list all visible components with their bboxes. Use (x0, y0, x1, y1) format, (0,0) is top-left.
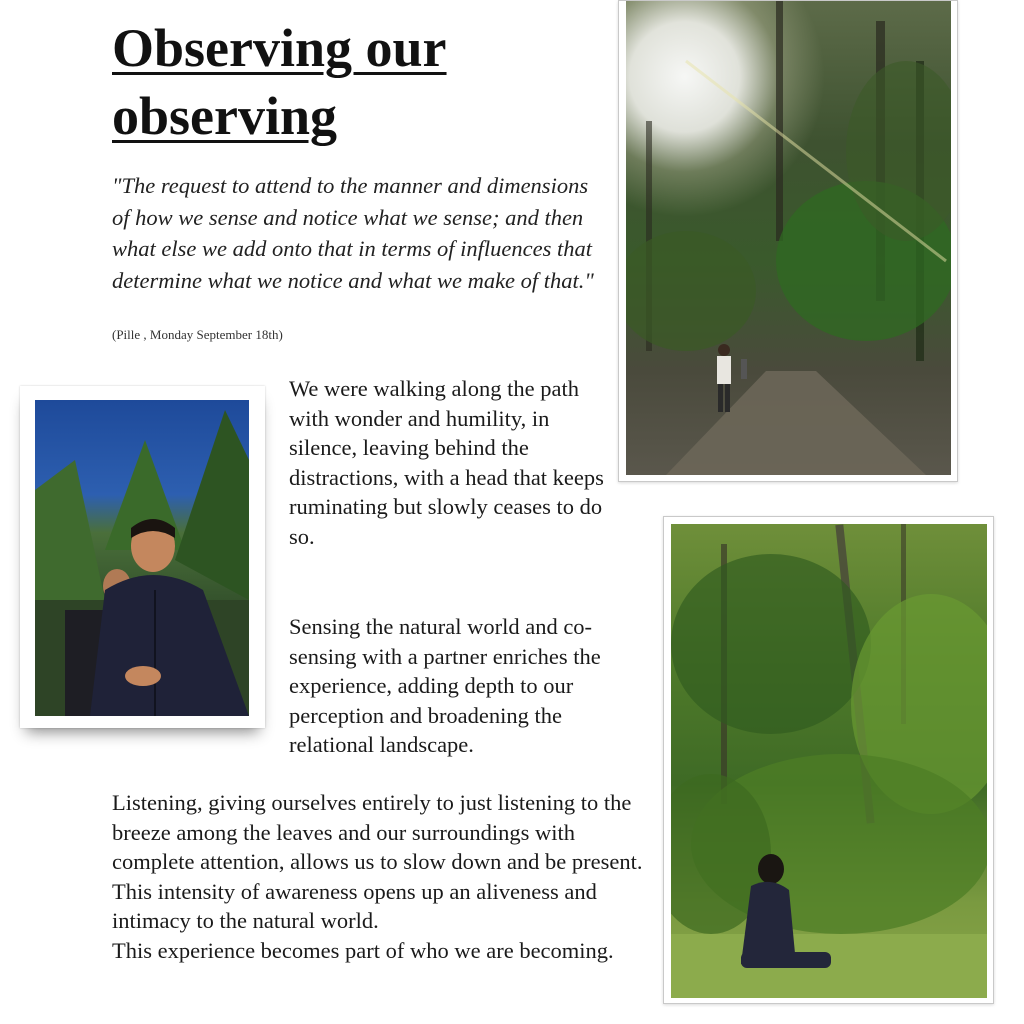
forest-path-photo-frame (618, 0, 958, 482)
paragraph-becoming-text: This experience becomes part of who we are becoming. (112, 937, 614, 963)
forest-sitting-photo (671, 524, 987, 998)
paragraph-listening-text: Listening, giving ourselves entirely to just listening to the breeze among the leaves and our surroundings with complete attention, allows us to slow down and be present. This intensity of awareness opens up an aliveness and intimacy to the natural world. (112, 790, 643, 933)
forest-path-illustration (626, 1, 951, 475)
forest-sitting-photo-frame (663, 516, 994, 1004)
paragraph-walking: We were walking along the path with wonder and humility, in silence, leaving behind the distractions, with a head that keeps ruminating but slowly ceases to do so. (289, 376, 604, 549)
title-line-2: observing (112, 86, 338, 146)
portrait-photo-frame (20, 386, 265, 728)
forest-sitting-illustration (671, 524, 987, 998)
paragraph-sensing: Sensing the natural world and co-sensing with a partner enriches the experience, adding depth to our perception and broadening the relational landscape. (289, 614, 601, 757)
page-title (112, 14, 612, 150)
portrait-illustration (35, 400, 249, 716)
title-line-1: Observing our (112, 18, 447, 78)
quote-text: "The request to attend to the manner and dimensions of how we sense and notice what we sense; and then what else we add onto that in terms of influences that determine what we notice and what we make of that." (112, 173, 594, 293)
portrait-photo (35, 400, 249, 716)
forest-path-photo (626, 1, 951, 475)
paragraph-listening (112, 788, 652, 965)
quote-citation: (Pille , Monday September 18th) (112, 327, 283, 342)
